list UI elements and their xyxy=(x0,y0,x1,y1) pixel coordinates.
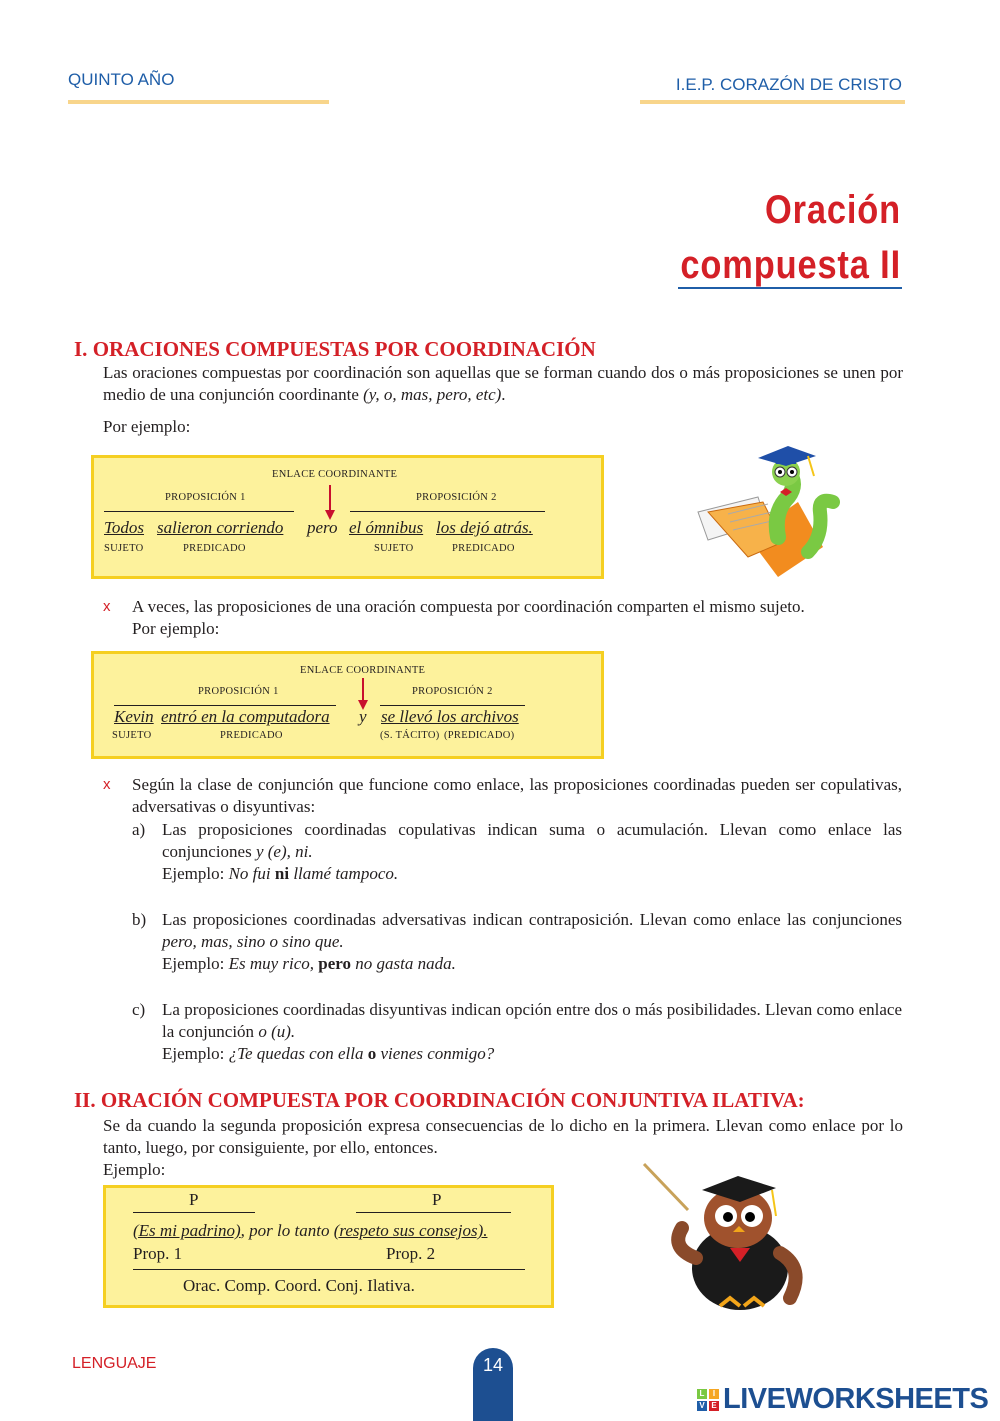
bullet-marker-1: x xyxy=(103,598,111,615)
item-b-example-label: Ejemplo: xyxy=(162,954,229,973)
item-b-example-1: Es muy rico, xyxy=(228,954,319,973)
bookworm-illustration xyxy=(688,442,848,580)
header-underline-left xyxy=(68,100,329,104)
title-underline xyxy=(678,287,902,289)
item-b xyxy=(162,909,902,975)
caption-rule xyxy=(133,1269,525,1270)
label-tacit: (S. TÁCITO) xyxy=(380,730,440,741)
item-a-text: Las proposiciones coordinadas copulativas indican suma o acumulación. Llevan como enlace las conjunciones xyxy=(162,820,902,861)
word-subject1: Todos xyxy=(104,518,145,537)
owl-teacher-illustration xyxy=(640,1158,810,1313)
item-c-conj: o (u). xyxy=(258,1022,296,1041)
item-c-example-1: ¿Te quedas con ella xyxy=(228,1044,368,1063)
p-label-1: P xyxy=(189,1190,199,1209)
word-predicate-entro: entró en la computadora xyxy=(161,707,330,726)
item-a xyxy=(162,819,902,885)
header-grade: QUINTO AÑO xyxy=(68,70,175,89)
item-c xyxy=(162,999,902,1065)
example-box-3 xyxy=(103,1185,554,1308)
label-predicate2-2: (PREDICADO) xyxy=(444,730,515,741)
section2-number: II. xyxy=(74,1088,96,1112)
section1-intro xyxy=(103,362,903,406)
section2-title: ORACIÓN COMPUESTA POR COORDINACIÓN CONJUNTIVA ILATIVA: xyxy=(100,1088,805,1112)
bullet1-example-label: Por ejemplo: xyxy=(132,619,220,638)
item-b-example-bold: pero xyxy=(318,954,352,973)
ilative-caption: Orac. Comp. Coord. Conj. Ilativa. xyxy=(183,1276,415,1295)
item-c-example-2: vienes conmigo? xyxy=(376,1044,495,1063)
enlace-arrow-stem xyxy=(329,485,331,511)
word-link: pero xyxy=(307,518,338,537)
enlace-arrow-stem-2 xyxy=(362,678,364,701)
page-number: 14 xyxy=(473,1348,513,1421)
p2-rule xyxy=(356,1212,511,1213)
item-c-example-bold: o xyxy=(367,1044,377,1063)
intro-conjunctions: (y, o, mas, pero, etc) xyxy=(363,385,502,404)
item-c-text: La proposiciones coordinadas disyuntivas indican opción entre dos o más posibilidades. Llevan como enlace la conjunción xyxy=(162,1000,902,1041)
prop2-caption: Prop. 2 xyxy=(386,1244,436,1263)
item-a-example-label: Ejemplo: xyxy=(162,864,229,883)
example-label-1: Por ejemplo: xyxy=(103,417,191,436)
header-school: I.E.P. CORAZÓN DE CRISTO xyxy=(675,75,902,94)
bullet2-text: Según la clase de conjunción que funcione como enlace, las proposiciones coordinadas pueden ser copulativas, adversativas o disyuntivas: xyxy=(132,775,902,816)
prop2-bracket-line-2 xyxy=(380,705,525,706)
title-line-1: Oración xyxy=(764,188,901,232)
p1-rule xyxy=(133,1212,255,1213)
label-predicate-2: PREDICADO xyxy=(220,730,283,741)
word-predicate1: salieron corriendo xyxy=(157,518,284,537)
bullet1-text xyxy=(132,596,902,640)
prop1-label: PROPOSICIÓN 1 xyxy=(165,492,246,503)
prop2-label: PROPOSICIÓN 2 xyxy=(416,492,497,503)
item-b-example-2: no gasta nada. xyxy=(351,954,456,973)
item-b-conj: pero, mas, sino o sino que. xyxy=(162,932,344,951)
liveworksheets-brand: LIVEWORKSHEETS xyxy=(723,1383,989,1415)
intro-text: Las oraciones compuestas por coordinación son aquellas que se forman cuando dos o más proposiciones se unen por medio de una conjunción coordinante xyxy=(103,363,903,404)
example-box-1 xyxy=(91,455,604,579)
prop2-bracket-line xyxy=(350,511,545,512)
ilative-sentence xyxy=(133,1221,487,1241)
enlace-label: ENLACE COORDINANTE xyxy=(272,469,398,480)
word-link-y: y xyxy=(359,707,367,726)
liveworksheets-logo-icon xyxy=(697,1389,719,1411)
item-b-text: Las proposiciones coordinadas adversativas indican contraposición. Llevan como enlace las conjunciones xyxy=(162,910,902,929)
label-predicate1: PREDICADO xyxy=(183,543,246,554)
intro-end: . xyxy=(501,385,506,404)
section2-intro: Se da cuando la segunda proposición expresa consecuencias de lo dicho en la primera. Llevan como enlace por lo tanto, luego, por consiguiente, por ello, entonces. xyxy=(103,1116,903,1157)
section1-title: ORACIONES COMPUESTAS POR COORDINACIÓN xyxy=(92,337,596,361)
item-b-marker: b) xyxy=(132,910,147,929)
bullet1-line: A veces, las proposiciones de una oración compuesta por coordinación comparten el mismo sujeto. xyxy=(132,597,805,616)
label-predicate2: PREDICADO xyxy=(452,543,515,554)
item-a-example-bold: ni xyxy=(274,864,290,883)
logo-tile-v: V xyxy=(697,1401,707,1411)
prop1-label-2: PROPOSICIÓN 1 xyxy=(198,686,279,697)
ilative-prop2: (respeto sus consejos). xyxy=(333,1221,488,1240)
prop1-caption: Prop. 1 xyxy=(133,1244,183,1263)
item-a-conj: y (e), ni. xyxy=(255,842,313,861)
section1-number: I. xyxy=(74,337,88,361)
word-predicate2: los dejó atrás. xyxy=(436,518,533,537)
label-subject-2: SUJETO xyxy=(112,730,152,741)
example-box-2 xyxy=(91,651,604,759)
ilative-connector: , por lo tanto xyxy=(240,1221,334,1240)
section1-heading xyxy=(74,337,596,362)
header-underline-right xyxy=(640,100,905,104)
item-a-example-2: llamé tampoco. xyxy=(289,864,399,883)
ilative-prop1: (Es mi padrino) xyxy=(133,1221,241,1240)
item-c-example-label: Ejemplo: xyxy=(162,1044,229,1063)
section2-example-label: Ejemplo: xyxy=(103,1160,166,1179)
label-subject1: SUJETO xyxy=(104,543,144,554)
logo-tile-l: L xyxy=(697,1389,707,1399)
item-a-example-1: No fui xyxy=(228,864,275,883)
bullet-marker-2: x xyxy=(103,776,111,793)
prop2-label-2: PROPOSICIÓN 2 xyxy=(412,686,493,697)
label-subject2: SUJETO xyxy=(374,543,414,554)
page-title xyxy=(501,183,901,293)
section2-heading xyxy=(74,1088,805,1113)
prop1-bracket-line xyxy=(104,511,294,512)
p-label-2: P xyxy=(432,1190,442,1209)
logo-tile-e: E xyxy=(709,1401,719,1411)
logo-tile-i: I xyxy=(709,1389,719,1399)
item-c-marker: c) xyxy=(132,1000,146,1019)
title-line-2: compuesta II xyxy=(680,243,901,287)
word-predicate-llevo: se llevó los archivos xyxy=(381,707,519,726)
word-subject2: el ómnibus xyxy=(349,518,424,537)
word-subject-kevin: Kevin xyxy=(114,707,154,726)
footer-subject: LENGUAJE xyxy=(72,1355,157,1372)
prop1-bracket-line-2 xyxy=(114,705,336,706)
enlace-label-2: ENLACE COORDINANTE xyxy=(300,665,426,676)
item-a-marker: a) xyxy=(132,820,146,839)
